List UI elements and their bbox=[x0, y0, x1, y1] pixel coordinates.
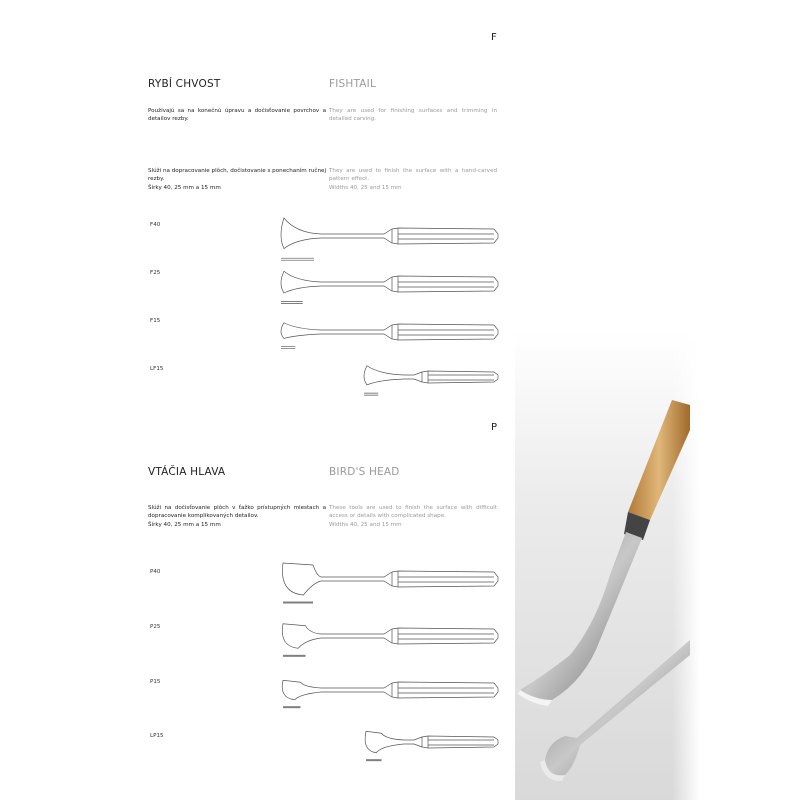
tool-drawing-lp15 bbox=[365, 731, 498, 761]
tool-handle bbox=[392, 628, 498, 644]
handle-facets bbox=[398, 571, 494, 587]
usage-text: Slúži na dopracovanie plôch, dočistovanie s ponechaním ručnej rezby. bbox=[148, 168, 326, 183]
tool-label: P40 bbox=[150, 569, 161, 575]
fishtail-blade bbox=[281, 323, 321, 339]
blade-profile bbox=[283, 707, 301, 708]
tool-label: LP15 bbox=[150, 733, 164, 739]
tool-shaft bbox=[321, 683, 392, 697]
blade-profile bbox=[366, 760, 382, 761]
usage-text: They are used to finish the surface with a hand-carved pattern effect. bbox=[329, 168, 497, 183]
blade-profile bbox=[281, 301, 303, 303]
blade-profile bbox=[283, 602, 313, 603]
section-title-en: FISHTAIL bbox=[329, 78, 377, 90]
section-letter-p: P bbox=[491, 422, 498, 433]
birdshead-blade bbox=[282, 680, 321, 700]
tool-shaft bbox=[321, 572, 392, 586]
fishtail-blade bbox=[281, 218, 321, 249]
tool-drawing-p25 bbox=[282, 624, 498, 657]
tool-handle bbox=[392, 228, 498, 244]
handle-facets bbox=[398, 228, 494, 244]
tool-shaft bbox=[404, 737, 422, 747]
blade-profile bbox=[283, 655, 306, 656]
blade-profile bbox=[281, 258, 314, 260]
description-sk: Používajú sa na konečnú úpravu a dočisťovanie povrchov a detailov rezby. bbox=[148, 108, 326, 123]
widths-text: Šírky 40, 25 mm a 15 mm bbox=[148, 521, 221, 528]
tool-label: F40 bbox=[150, 222, 161, 228]
tool-shaft bbox=[321, 229, 392, 243]
handle-facets bbox=[398, 628, 494, 644]
tool-shaft bbox=[321, 325, 392, 339]
tool-drawing-p15 bbox=[282, 680, 498, 708]
tool-handle bbox=[422, 736, 498, 748]
usage-text: These tools are used to finish the surface with difficult access or details with complicated shape. bbox=[329, 505, 497, 520]
tool-handle bbox=[422, 371, 498, 383]
handle-facets bbox=[398, 682, 494, 698]
tool-handle bbox=[392, 276, 498, 292]
section-title-sk: VTÁČIA HLAVA bbox=[148, 466, 226, 478]
handle-facets bbox=[428, 371, 494, 383]
section-title-en: BIRD'S HEAD bbox=[329, 466, 400, 478]
handle-facets bbox=[398, 324, 494, 340]
tool-label: F15 bbox=[150, 318, 161, 324]
usage-text: Slúži na dočisťovanie plôch v ťažko prístupných miestach a dopracovanie komplikovaných detailov. bbox=[148, 505, 326, 520]
tool-label: LF15 bbox=[150, 366, 164, 372]
tool-drawing-lf15 bbox=[364, 366, 498, 395]
tool-drawing-f25 bbox=[281, 271, 498, 303]
handle-facets bbox=[398, 276, 494, 292]
tool-shaft bbox=[404, 372, 422, 382]
tool-handle bbox=[392, 682, 498, 698]
tool-label: P25 bbox=[150, 624, 161, 630]
section-letter-f: F bbox=[491, 32, 497, 43]
widths-text: Šírky 40, 25 mm a 15 mm bbox=[148, 184, 221, 191]
handle-facets bbox=[428, 736, 494, 748]
birdshead-blade bbox=[282, 563, 321, 595]
birdshead-blade bbox=[365, 731, 404, 753]
fishtail-blade bbox=[364, 366, 404, 385]
widths-text: Widths 40, 25 and 15 mm bbox=[329, 184, 402, 191]
tool-shaft bbox=[321, 277, 392, 291]
tool-drawing-f15 bbox=[281, 323, 498, 349]
tool-shaft bbox=[321, 629, 392, 643]
tool-label: P15 bbox=[150, 679, 161, 685]
tool-handle bbox=[392, 571, 498, 587]
description-en: They are used for finishing surfaces and trimming in detailed carving. bbox=[329, 108, 497, 123]
tool-drawing-f40 bbox=[281, 218, 498, 260]
fishtail-blade bbox=[281, 271, 321, 293]
tool-label: F25 bbox=[150, 270, 161, 276]
section-title-sk: RYBÍ CHVOST bbox=[148, 78, 221, 90]
widths-text: Widths 40, 25 and 15 mm bbox=[329, 521, 402, 528]
birdshead-blade bbox=[282, 624, 321, 649]
tool-handle bbox=[392, 324, 498, 340]
blade-profile bbox=[281, 346, 295, 348]
blade-profile bbox=[364, 393, 378, 395]
tool-drawing-p40 bbox=[282, 563, 498, 603]
